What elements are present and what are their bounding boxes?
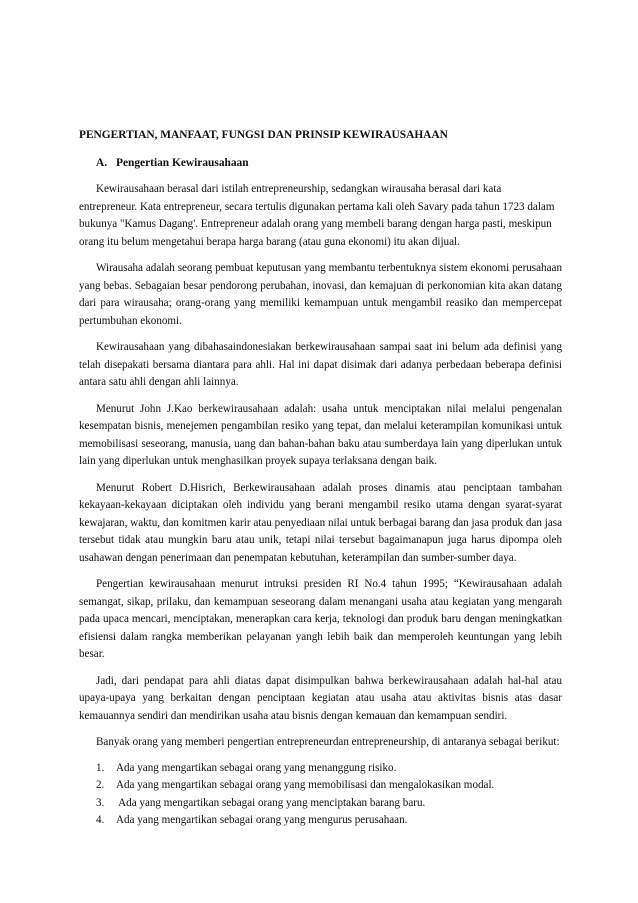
document-page [79, 127, 562, 830]
list-item-text: Ada yang mengartikan sebagai orang yang memobilisasi dan mengalokasikan modal. [116, 779, 495, 791]
definition-list [79, 760, 562, 830]
list-item-text: Ada yang mengartikan sebagai orang yang mengurus perusahaan. [116, 814, 408, 826]
paragraph-4: Menurut John J.Kao berkewirausahaan adalah: usaha untuk menciptakan nilai melalui pengenalan kesempatan bisnis, menejemen pengambilan resiko yang tepat, dan melalui keterampilan komunikasi untuk memobilisasi seseorang, manusia, uang dan bahan-bahan baku atau sumberdaya lain yang diperlukan untuk lain yang diperlukan untuk menghasilkan proyek supaya terlaksana dengan baik. [79, 402, 562, 467]
document-title: PENGERTIAN, MANFAAT, FUNGSI DAN PRINSIP KEWIRAUSAHAAN [79, 129, 448, 141]
paragraph-3: Kewirausahaan yang dibahasaindonesiakan berkewirausahaan sampai saat ini belum ada definisi yang telah disepakati bersama diantara para ahli. Hal ini dapat disimak dari adanya perbedaan beberapa definisi antara satu ahli dengan ahli lainnya. [79, 341, 562, 388]
list-item [96, 777, 562, 795]
list-item-number: 3. [96, 796, 105, 809]
list-item [96, 760, 562, 778]
section-heading-text: Pengertian Kewirausahaan [116, 157, 249, 169]
list-item [96, 812, 562, 830]
list-item-text: Ada yang mengartikan sebagai orang yang menanggung risiko. [116, 761, 397, 774]
paragraph-5: Menurut Robert D.Hisrich, Berkewirausahaan adalah proses dinamis atau penciptaan tambahan kekayaan-kekayaan diciptakan oleh individu yang berani mengambil resiko utama dengan syarat-syarat kewajaran, waktu, dan komitmen karir atau penyediaan nilai untuk berbagai barang dan jasa produk dan jasa tersebut tidak atau mungkin baru atau unik, tetapi nilai tersebut bagaimanapun juga harus dipompa oleh usahawan dengan penerimaan dan penempatan kebutuhan, keterampilan dan sumber-sumber daya. [79, 481, 562, 564]
list-item-number: 2. [96, 779, 105, 791]
paragraph-1: Kewirausahaan berasal dari istilah entrepreneurship, sedangkan wirausaha berasal dari kata entrepreneur. Kata entrepreneur, secara tertulis digunakan pertama kali oleh Savary pada tahun 1723 dalam bukunya "Kamus Dagang'. Entrepreneur adalah orang yang membeli barang dengan harga pasti, meskipun orang itu belum mengetahui berapa harga barang (atau guna ekonomi) itu akan dijual. [79, 183, 555, 248]
section-heading [96, 155, 562, 171]
list-item-text: Ada yang mengartikan sebagai orang yang menciptakan barang baru. [116, 796, 426, 809]
list-item-number: 1. [96, 761, 105, 774]
paragraph-8: Banyak orang yang memberi pengertian entrepreneurdan entrepreneurship, di antaranya sebagai berikut: [96, 736, 560, 748]
paragraph-6: Pengertian kewirausahaan menurut intruksi presiden RI No.4 tahun 1995; “Kewirausahaan adalah semangat, sikap, prilaku, dan kemampuan seseorang dalam menangani usaha atau kegiatan yang mengarah pada upaca mencari, menciptakan, menerapkan cara kerja, teknologi dan produk baru dengan meningkatkan efisiensi dalam rangka memberikan pelayanan yangh lebih baik dan memperoleh keuntungan yang lebih besar. [79, 578, 562, 660]
list-item [96, 795, 562, 813]
section-number: A. [96, 157, 108, 169]
list-item-number: 4. [96, 814, 105, 826]
paragraph-7: Jadi, dari pendapat para ahli diatas dapat disimpulkan bahwa berkewirausahaan adalah hal-hal atau upaya-upaya yang berkaitan dengan penciptaan kegiatan atau usaha atau aktivitas bisnis atas dasar kemauannya sendiri dan mendirikan usaha atau bisnis dengan kemauan dan kemampuan sendiri. [79, 674, 562, 722]
paragraph-2: Wirausaha adalah seorang pembuat keputusan yang membantu terbentuknya sistem ekonomi perusahaan yang bebas. Sebagaian besar pendorong perubahan, inovasi, dan kemajuan di perkonomian kita akan datang dari para wirausaha; orang-orang yang memiliki kemampuan untuk mengambil reasiko dan mempercepat pertumbuhan ekonomi. [79, 262, 562, 327]
